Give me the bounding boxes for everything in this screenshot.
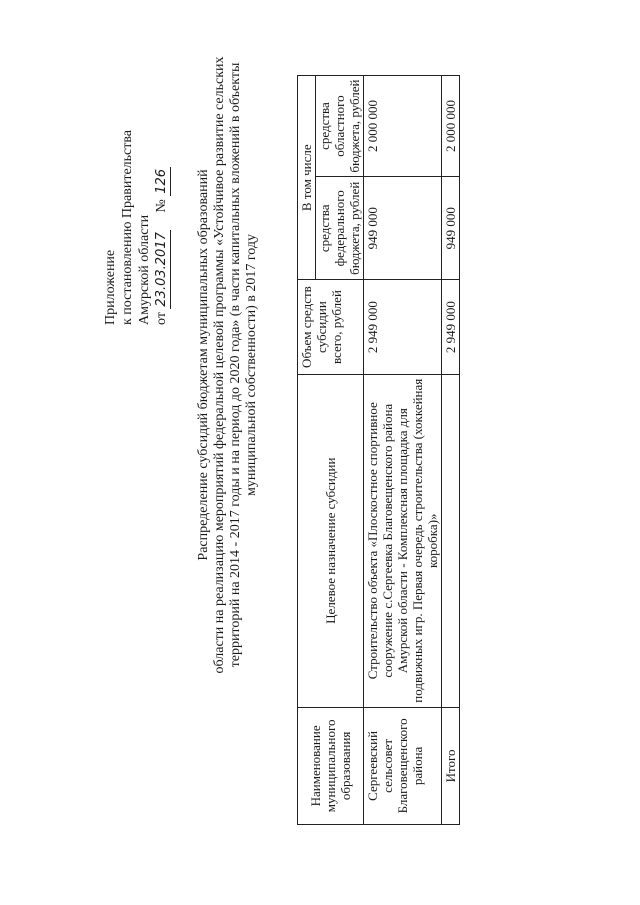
cell-total-federal: 949 000 [442, 177, 460, 280]
total-row [442, 76, 460, 825]
cell-total-purpose [442, 374, 460, 707]
number-handwritten: 126 [154, 168, 169, 194]
appendix-line1: Приложение [103, 249, 118, 325]
header-purpose: Целевое назначение субсидии [298, 374, 364, 707]
document-title [196, 25, 260, 705]
cell-total-sum: 2 949 000 [442, 280, 460, 374]
cell-total: 2 949 000 [364, 280, 442, 374]
header-municipality: Наименование муниципального образования [298, 707, 364, 824]
header-total: Объем средств субсидии всего, рублей [298, 280, 364, 374]
appendix-line2: к постановлению Правительства [120, 129, 135, 325]
header-federal: средства федерального бюджета, рублей [316, 177, 364, 280]
appendix-date-line [153, 130, 171, 325]
appendix-line3: Амурской области [137, 214, 152, 325]
header-including: В том числе [298, 76, 316, 280]
cell-federal: 949 000 [364, 177, 442, 280]
cell-total-label: Итого [442, 707, 460, 824]
cell-regional: 2 000 000 [364, 76, 442, 177]
appendix-block [102, 130, 171, 325]
title-line2: области на реализацию мероприятий федеральной целевой программы «Устойчивое развитие сельских территорий на 2014 - 2017 годы и на период до 2020 года» (в части капитальных вложений в объекты муниципальной собственности) в 2017 году [212, 56, 259, 674]
table-row [364, 76, 442, 825]
title-line1: Распределение субсидий бюджетам муниципальных образований [196, 169, 211, 561]
cell-municipality: Сергеевский сельсовет Благовещенского района [364, 707, 442, 824]
date-prefix: от [154, 312, 169, 325]
cell-total-regional: 2 000 000 [442, 76, 460, 177]
date-handwritten: 23.03.2017 [154, 232, 169, 307]
header-regional: средства областного бюджета, рублей [316, 76, 364, 177]
cell-purpose: Строительство объекта «Плоскостное спортивное сооружение с.Сергеевка Благовещенского района Амурской области - Комплексная площадка для подвижных игр. Первая очередь строительства (хоккейная коробка)» [364, 374, 442, 707]
number-prefix: № [154, 199, 169, 213]
subsidy-table [297, 75, 460, 825]
header-row-1 [298, 76, 316, 825]
